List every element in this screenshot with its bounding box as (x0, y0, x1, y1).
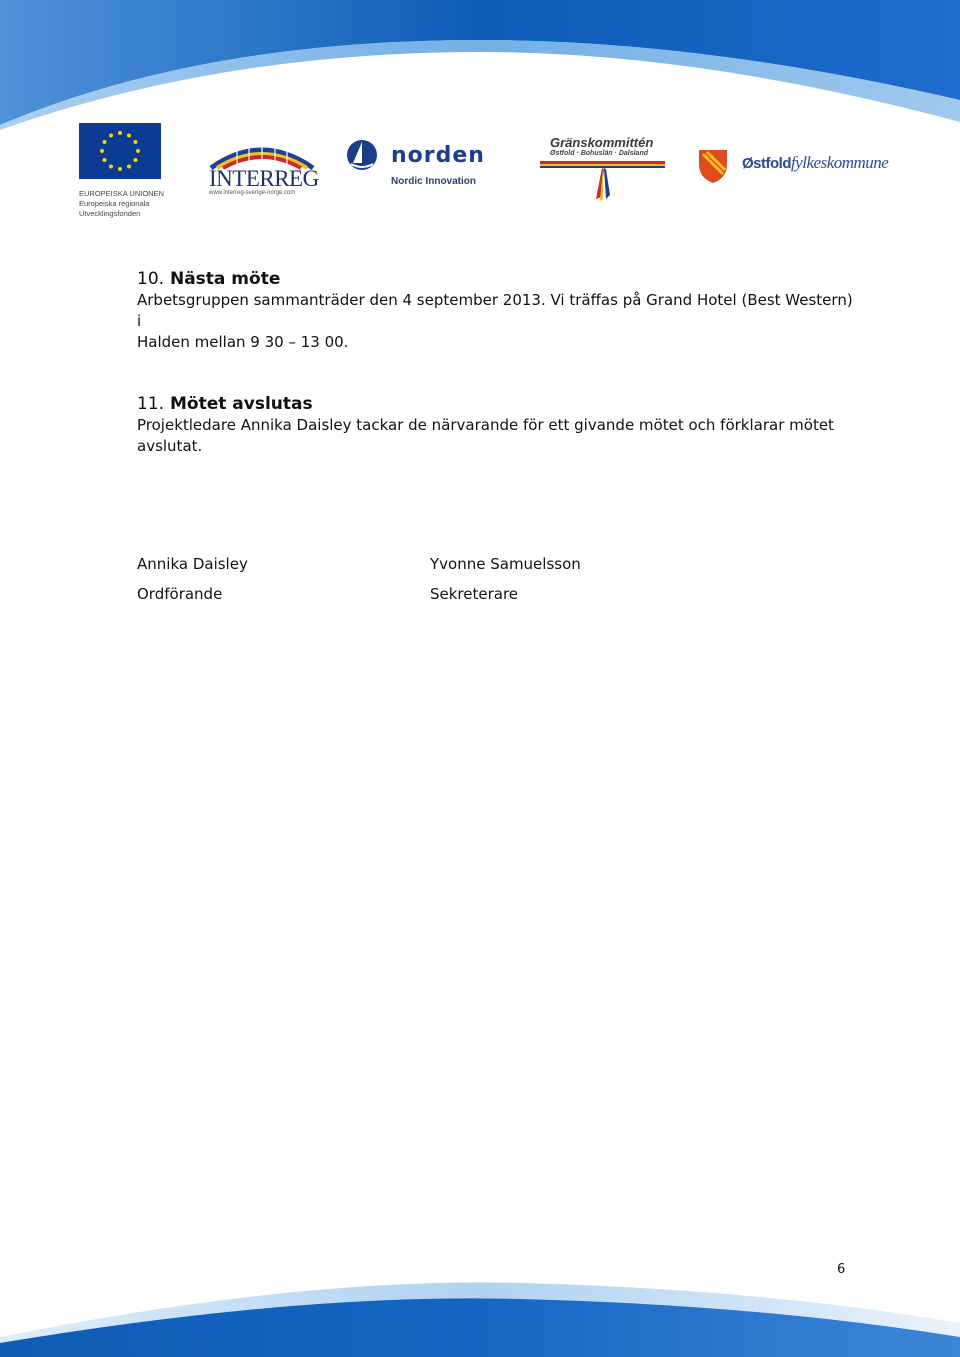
paragraph-line: Halden mellan 9 30 – 13 00. (137, 333, 349, 351)
signatory-name: Yvonne Samuelsson (430, 555, 581, 573)
eu-text-line: Utvecklingsfonden (79, 209, 141, 218)
ostfold-name-bold: Østfold (742, 155, 791, 172)
header-band (0, 0, 960, 130)
norden-logo (345, 138, 505, 193)
norden-swan-icon (345, 138, 379, 172)
section-heading (137, 268, 857, 290)
section-title: Nästa möte (169, 269, 281, 289)
granskommitten-logo (540, 135, 670, 205)
ostfold-shield-icon (697, 148, 729, 184)
section-title: Mötet avslutas (169, 394, 313, 414)
eu-text-line: EUROPEISKA UNIONEN (79, 189, 165, 198)
norden-name: norden (391, 143, 485, 168)
eu-text-line: Europeiska regionala (79, 199, 150, 208)
eu-logo (79, 123, 179, 223)
eu-flag-icon (79, 123, 161, 179)
paragraph-line: avslutat. (137, 437, 203, 455)
section-number: 11. (137, 394, 165, 414)
ostfold-name-italic: fylkeskommune (791, 153, 889, 172)
document-body (137, 268, 857, 457)
signature-secretary (430, 554, 581, 604)
page-number: 6 (837, 1262, 846, 1277)
signatory-role: Sekreterare (430, 585, 519, 603)
paragraph-line: Arbetsgruppen sammanträder den 4 september 2013. Vi träffas på Grand Hotel (Best Western) i (137, 291, 853, 330)
signatory-role: Ordförande (137, 585, 223, 603)
section-meeting-closed (137, 393, 857, 457)
ribbon-icon (540, 159, 670, 203)
signatory-name: Annika Daisley (137, 555, 248, 573)
interreg-url: www.interreg-sverige-norge.com (209, 190, 296, 196)
section-heading (137, 393, 857, 415)
granskommitten-name: Gränskommittén (550, 135, 654, 150)
section-number: 10. (137, 269, 165, 289)
signature-chair (137, 554, 248, 604)
paragraph-line: Projektledare Annika Daisley tackar de närvarande för ett givande mötet och förklarar mötet (137, 416, 834, 434)
granskommitten-subtitle: Østfold · Bohuslän · Dalsland (550, 150, 649, 157)
interreg-name: INTERREG (209, 166, 319, 191)
ostfold-logo (697, 148, 912, 188)
footer-band (0, 1277, 960, 1357)
section-next-meeting (137, 268, 857, 353)
norden-subtitle: Nordic Innovation (391, 176, 476, 187)
interreg-logo (207, 138, 317, 200)
